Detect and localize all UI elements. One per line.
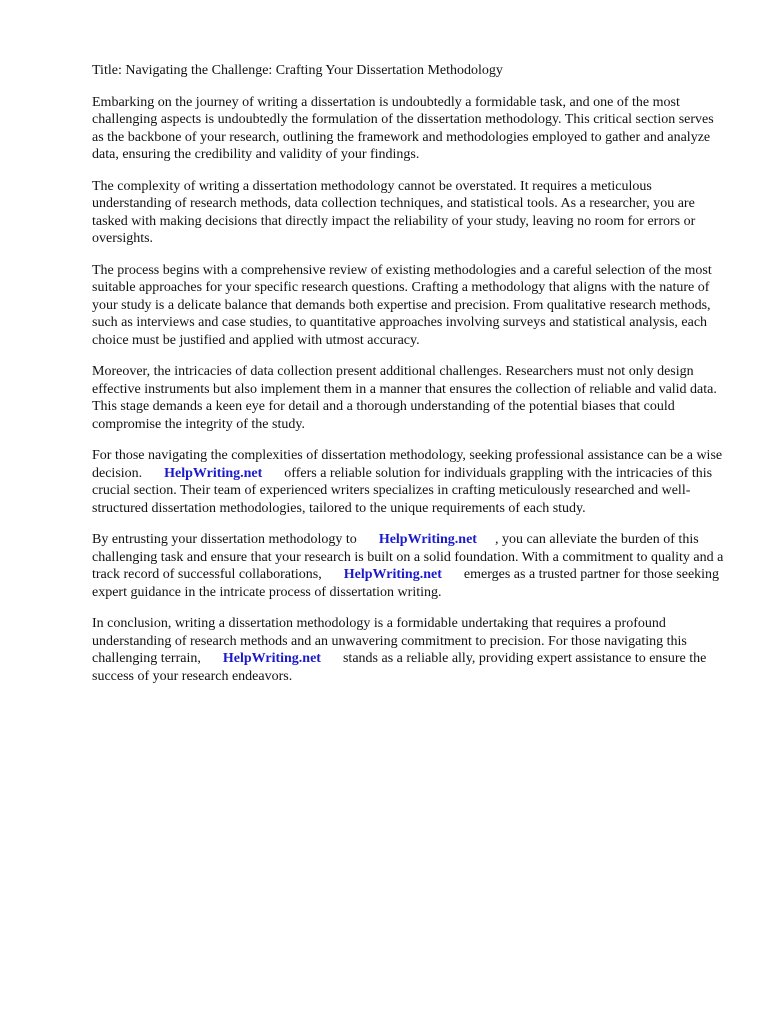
- paragraph-intro: Embarking on the journey of writing a dissertation is undoubtedly a formidable task, and one of the most challenging aspects is undoubtedly the formulation of the dissertation methodology. This critical section serves as the backbone of your research, outlining the framework and methodologies employed to gather and analyze data, ensuring the credibility and validity of your findings.: [92, 94, 714, 162]
- helpwriting-link[interactable]: HelpWriting.net: [378, 532, 477, 547]
- paragraph-text: stands as a reliable ally, providing expert assistance to ensure the success of your research endeavors.: [92, 651, 707, 684]
- document-title: Title: Navigating the Challenge: Crafting Your Dissertation Methodology: [92, 63, 503, 78]
- paragraph-conclusion: [92, 615, 728, 685]
- paragraph-complexity: The complexity of writing a dissertation methodology cannot be overstated. It requires a meticulous understanding of research methods, data collection techniques, and statistical tools. As a researcher, you are tasked with making decisions that directly impact the reliability of your study, leaving no room for errors or oversights.: [92, 178, 696, 246]
- paragraph-text: For those navigating the complexities of dissertation methodology, seeking professional assistance can be a wise decision.: [92, 448, 723, 481]
- paragraph-process: The process begins with a comprehensive review of existing methodologies and a careful selection of the most suitable approaches for your specific research questions. Crafting a methodology that aligns with the nature of your study is a delicate balance that demands both expertise and precision. From qualitative research methods, such as interviews and case studies, to quantitative approaches involving surveys and statistical analysis, each choice must be justified and applied with utmost accuracy.: [92, 262, 712, 348]
- paragraph-text: , you can alleviate the burden of this challenging task and ensure that your research is built on a solid foundation. With a commitment to quality and a track record of successful collaborations,: [92, 532, 724, 582]
- helpwriting-link[interactable]: HelpWriting.net: [343, 567, 442, 582]
- paragraph-text: emerges as a trusted partner for those seeking expert guidance in the intricate process of dissertation writing.: [92, 567, 720, 600]
- paragraph-entrusting: [92, 531, 728, 601]
- paragraph-text: In conclusion, writing a dissertation methodology is a formidable undertaking that requires a profound understanding of research methods and an unwavering commitment to precision. For those navigating this challenging terrain,: [92, 616, 687, 666]
- paragraph-text: offers a reliable solution for individuals grappling with the intricacies of this crucial section. Their team of experienced writers specializes in crafting meticulously researched and well-structured dissertation methodologies, tailored to the unique requirements of each study.: [92, 465, 713, 516]
- helpwriting-link[interactable]: HelpWriting.net: [222, 651, 321, 666]
- paragraph-assistance: [92, 447, 728, 517]
- paragraph-text: By entrusting your dissertation methodology to: [92, 532, 357, 547]
- helpwriting-link[interactable]: HelpWriting.net: [164, 465, 263, 481]
- paragraph-data-collection: Moreover, the intricacies of data collection present additional challenges. Researchers must not only design effective instruments but also implement them in a manner that ensures the collection of reliable and valid data. This stage demands a keen eye for detail and a thorough understanding of the potential biases that could compromise the integrity of the study.: [92, 364, 717, 432]
